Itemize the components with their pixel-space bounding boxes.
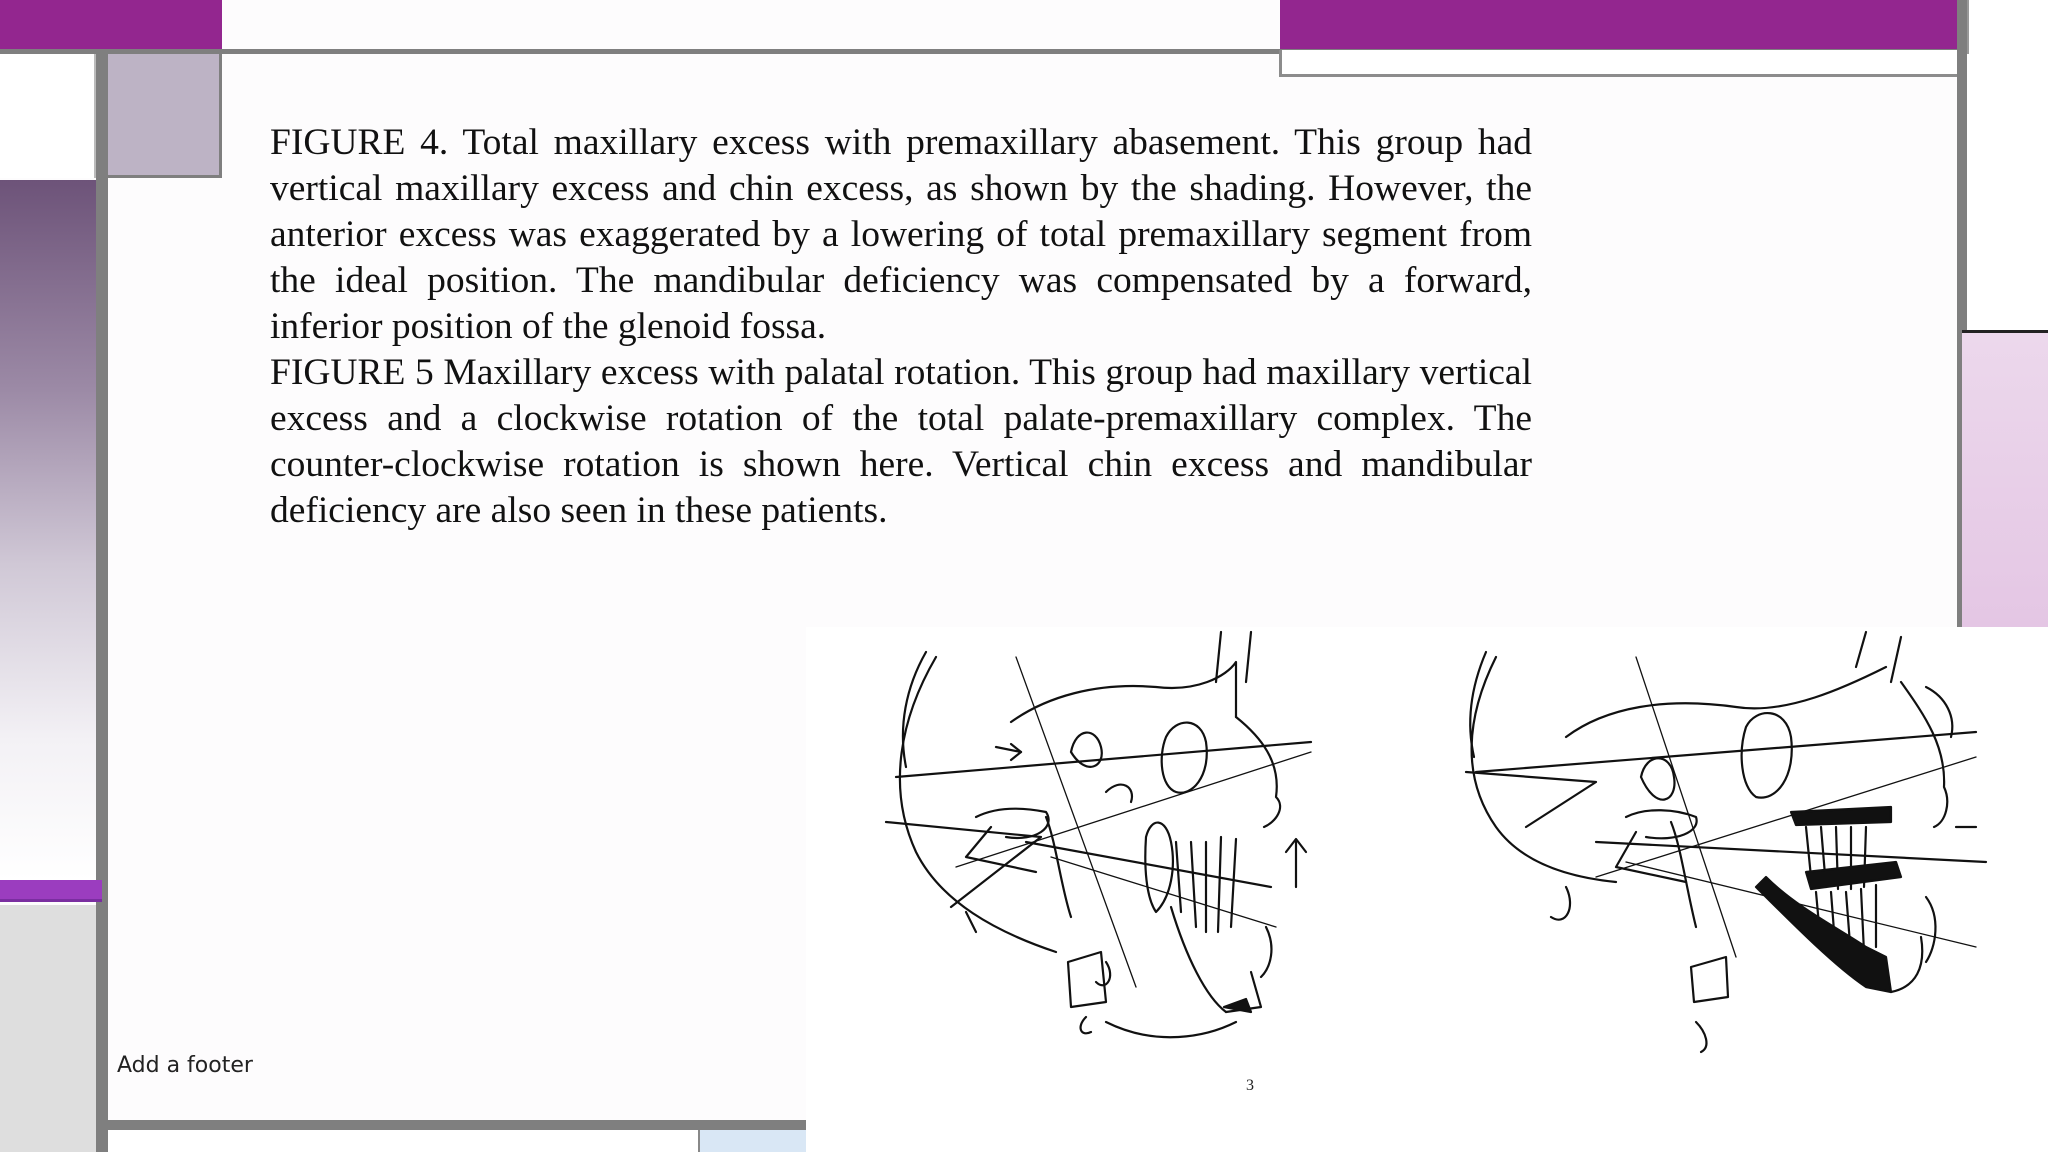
tracing-mark: 3 bbox=[1246, 1077, 1254, 1094]
top-left-accent-bar bbox=[0, 0, 222, 50]
left-vertical-bar bbox=[96, 54, 108, 1152]
right-top-box bbox=[1967, 0, 2048, 54]
bottom-divider-line bbox=[108, 1120, 808, 1130]
left-gradient-panel bbox=[0, 180, 96, 880]
cephalometric-tracing-image[interactable] bbox=[806, 627, 2048, 1152]
top-right-outline-box bbox=[1279, 50, 1961, 77]
tracing-drawing bbox=[806, 627, 2048, 1152]
left-white-panel bbox=[0, 54, 96, 178]
right-white-panel bbox=[1967, 54, 2048, 330]
figure-4-caption: FIGURE 4. Total maxillary excess with premaxillary abasement. This group had vertical maxillary excess and chin excess, as shown by the shading. However, the anterior excess was exaggerated by a lowering of total premaxillary segment from the ideal position. The mandibular deficiency was compensated by a forward, inferior position of the glenoid fossa. bbox=[270, 122, 1532, 347]
right-skull-tracing bbox=[1466, 632, 1986, 1052]
caption-text-box[interactable] bbox=[270, 120, 1532, 534]
left-purple-stripe bbox=[0, 880, 102, 902]
left-skull-tracing bbox=[886, 632, 1311, 1037]
bottom-white-box bbox=[108, 1130, 700, 1152]
figure-5-caption: FIGURE 5 Maxillary excess with palatal rotation. This group had maxillary vertical excess and a clockwise rotation of the total palate-premaxillary complex. The counter-clockwise rotation is shown here. Vertical chin excess and mandibular deficiency are also seen in these patients. bbox=[270, 352, 1532, 531]
left-bottom-gray-panel bbox=[0, 905, 96, 1152]
right-pink-panel bbox=[1962, 333, 2048, 630]
bottom-blue-box bbox=[700, 1130, 808, 1152]
left-lilac-square bbox=[108, 54, 222, 178]
top-right-accent-bar bbox=[1280, 0, 1960, 50]
footer-placeholder[interactable]: Add a footer bbox=[117, 1053, 253, 1078]
